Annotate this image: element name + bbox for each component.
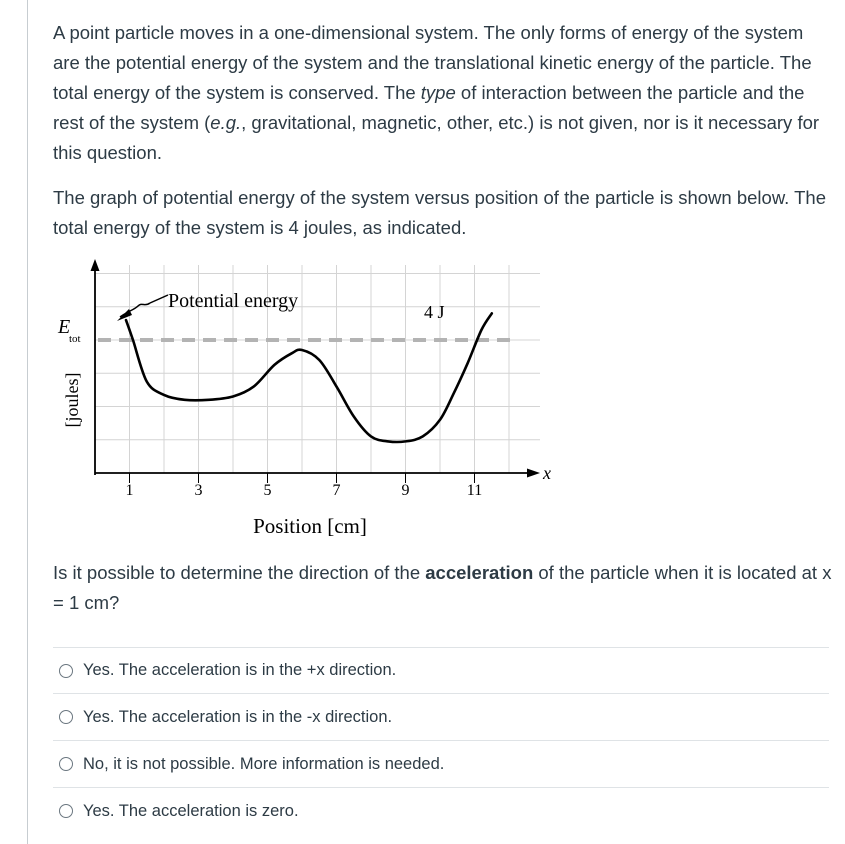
left-border bbox=[27, 0, 28, 844]
radio-button[interactable] bbox=[59, 757, 73, 771]
answer-label: Yes. The acceleration is zero. bbox=[83, 801, 299, 820]
y-axis-arrow-icon bbox=[91, 259, 100, 271]
answer-option-zero[interactable] bbox=[53, 787, 829, 834]
potential-energy-graph bbox=[50, 255, 570, 545]
x-axis-label: Position [cm] bbox=[253, 514, 367, 538]
chart-grid bbox=[95, 265, 540, 473]
answer-label: Yes. The acceleration is in the -x direction. bbox=[83, 707, 393, 726]
x-axis-symbol: x bbox=[543, 463, 551, 483]
question-prompt bbox=[53, 558, 833, 618]
prompt-text-after: of the particle when it is located at x = 1 cm? bbox=[53, 562, 832, 613]
radio-button[interactable] bbox=[59, 664, 73, 678]
potential-energy-curve bbox=[126, 313, 492, 442]
intro-emphasis-eg: e.g. bbox=[210, 112, 242, 133]
legend-leader-line bbox=[150, 295, 168, 303]
prompt-bold-acceleration: acceleration bbox=[425, 562, 534, 583]
answer-label: No, it is not possible. More information is needed. bbox=[83, 754, 445, 773]
x-axis-arrow-icon bbox=[527, 469, 540, 478]
intro-paragraph bbox=[53, 18, 833, 168]
y-axis-symbol-subscript: tot bbox=[69, 333, 81, 345]
graph-description: The graph of potential energy of the system versus position of the particle is shown below. The total energy of the system is 4 joules, as indicated. bbox=[53, 187, 826, 238]
x-tick-label: 3 bbox=[194, 482, 203, 499]
answer-option-plus-x[interactable] bbox=[53, 647, 829, 693]
x-tick-label: 11 bbox=[466, 482, 483, 499]
intro-text-3: , gravitational, magnetic, other, etc.) is not given, nor is it necessary for this question. bbox=[53, 112, 820, 163]
answer-list bbox=[53, 647, 829, 834]
intro-emphasis-type: type bbox=[420, 82, 456, 103]
y-axis-symbol: E bbox=[58, 316, 71, 338]
answer-option-minus-x[interactable] bbox=[53, 693, 829, 740]
x-tick-label: 9 bbox=[401, 482, 410, 499]
x-tick-label: 1 bbox=[125, 482, 134, 499]
legend-label-potential-energy: Potential energy bbox=[168, 290, 299, 312]
radio-button[interactable] bbox=[59, 804, 73, 818]
total-energy-label: 4 J bbox=[424, 302, 445, 322]
answer-option-not-possible[interactable] bbox=[53, 740, 829, 787]
x-tick-label: 5 bbox=[263, 482, 272, 499]
intro-text-1: A point particle moves in a one-dimensional system. The only forms of energy of the system are the potential energy of the system and the translational kinetic energy of the particle. The total energy of the system is conserved. The bbox=[53, 22, 812, 103]
y-axis-label: [joules] bbox=[62, 372, 82, 428]
x-ticks bbox=[126, 473, 483, 499]
answer-label: Yes. The acceleration is in the +x direction. bbox=[83, 661, 397, 679]
x-tick-label: 7 bbox=[332, 482, 341, 499]
intro-text-2: of interaction between the particle and the rest of the system ( bbox=[53, 82, 805, 133]
prompt-text-before: Is it possible to determine the direction of the bbox=[53, 562, 426, 583]
radio-button[interactable] bbox=[59, 710, 73, 724]
